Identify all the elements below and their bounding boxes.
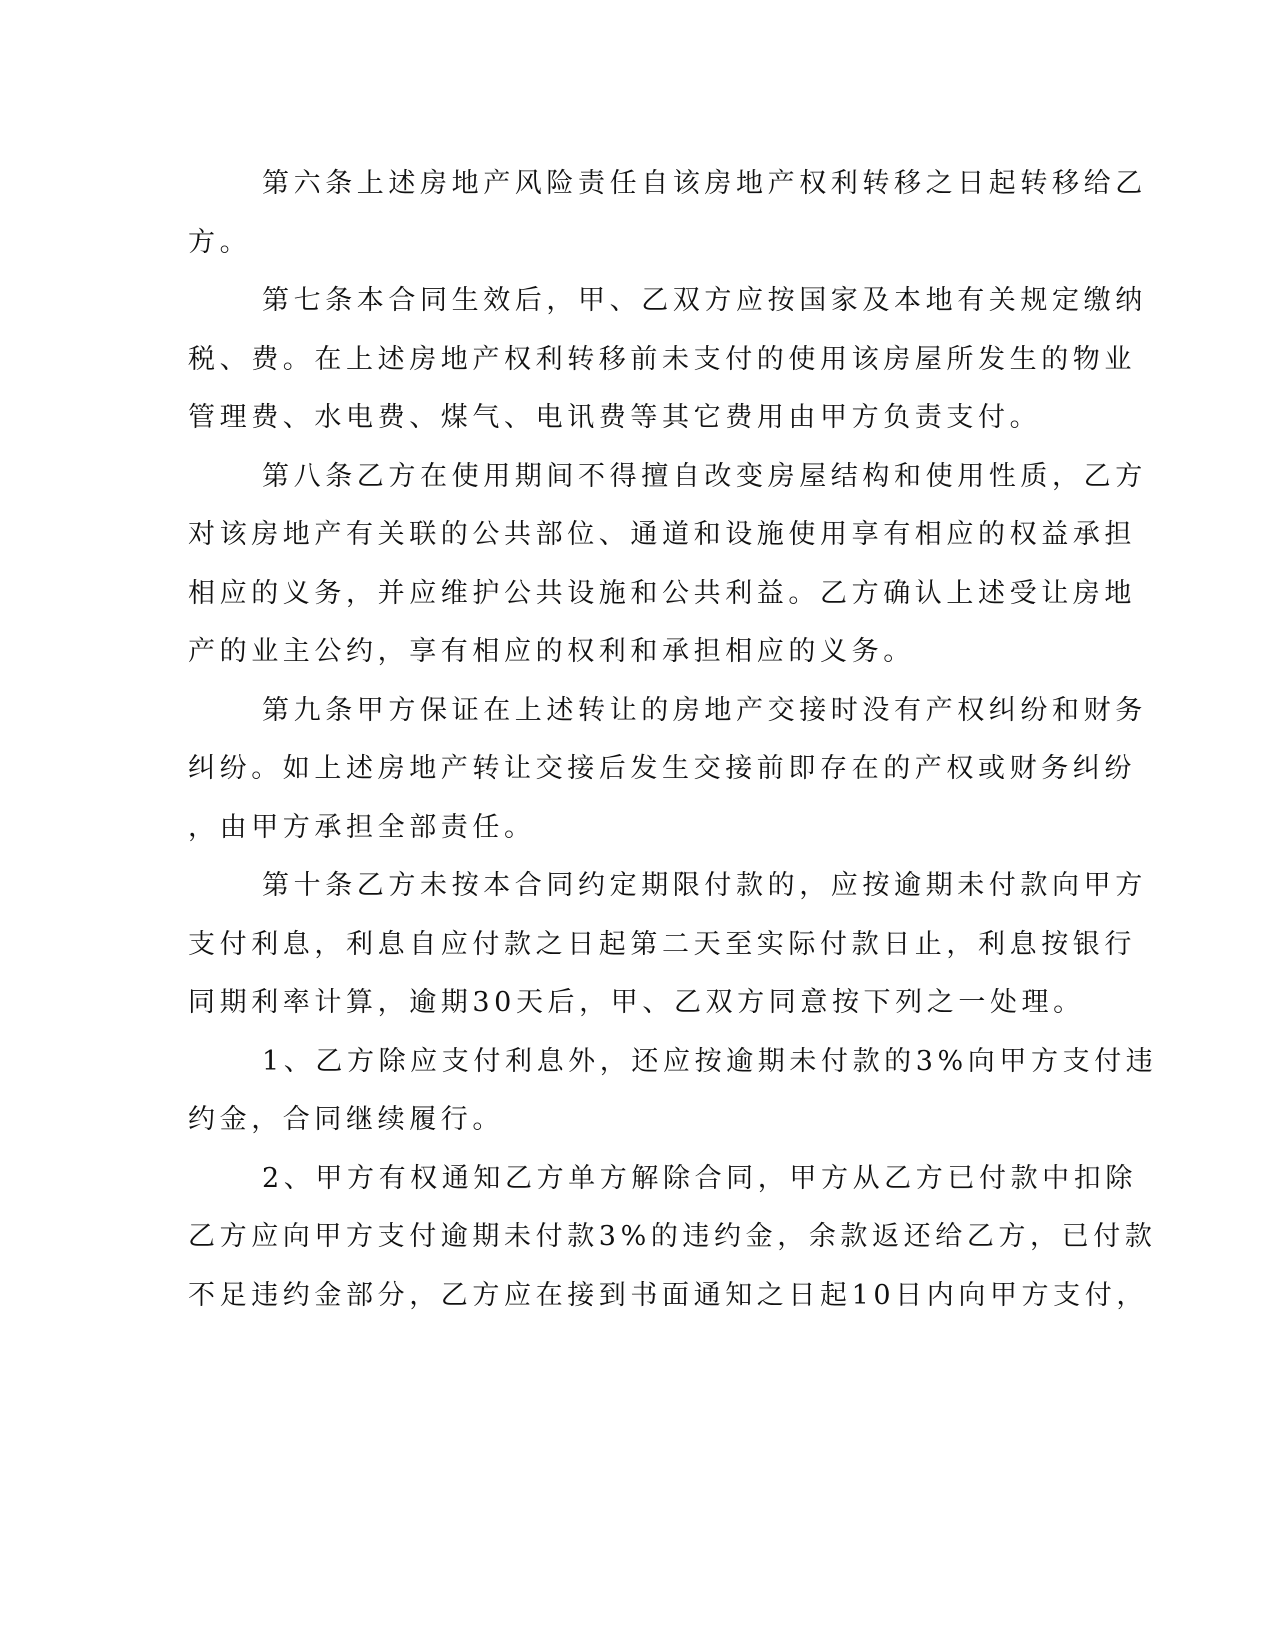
text-line: 1、乙方除应支付利息外，还应按逾期未付款的3%向甲方支付违 [262, 1045, 1158, 1077]
text-line: 第六条上述房地产风险责任自该房地产权利转移之日起转移给乙 [262, 168, 1147, 199]
text-line: 不足违约金部分，乙方应在接到书面通知之日起10日内向甲方支付， [188, 1279, 1148, 1311]
text-line: 产的业主公约，享有相应的权利和承担相应的义务。 [188, 636, 915, 667]
text-line: 第八条乙方在使用期间不得擅自改变房屋结构和使用性质，乙方 [262, 460, 1147, 492]
text-line: 支付利息，利息自应付款之日起第二天至实际付款日止，利息按银行 [188, 928, 1136, 960]
text-line: 约金，合同继续履行。 [188, 1104, 504, 1135]
text-line: 第九条甲方保证在上述转让的房地产交接时没有产权纠纷和财务 [262, 694, 1147, 726]
text-line: 税、费。在上述房地产权利转移前未支付的使用该房屋所发生的物业 [188, 343, 1136, 375]
text-line: 对该房地产有关联的公共部位、通道和设施使用享有相应的权益承担 [188, 519, 1136, 550]
contract-text [188, 155, 1158, 1325]
text-line: ，由甲方承担全部责任。 [188, 811, 536, 843]
text-line: 纠纷。如上述房地产转让交接后发生交接前即存在的产权或财务纠纷 [188, 753, 1136, 784]
text-line: 第十条乙方未按本合同约定期限付款的，应按逾期未付款向甲方 [262, 870, 1147, 901]
text-line: 相应的义务，并应维护公共设施和公共利益。乙方确认上述受让房地 [188, 577, 1136, 609]
text-line: 管理费、水电费、煤气、电讯费等其它费用由甲方负责支付。 [188, 402, 1042, 433]
text-line: 方。 [188, 226, 252, 258]
text-line: 同期利率计算，逾期30天后，甲、乙双方同意按下列之一处理。 [188, 987, 1085, 1018]
text-line: 第七条本合同生效后，甲、乙双方应按国家及本地有关规定缴纳 [262, 285, 1147, 316]
text-line: 2、甲方有权通知乙方单方解除合同，甲方从乙方已付款中扣除 [262, 1162, 1137, 1194]
text-line: 乙方应向甲方支付逾期未付款3%的违约金，余款返还给乙方，已付款 [188, 1221, 1157, 1252]
